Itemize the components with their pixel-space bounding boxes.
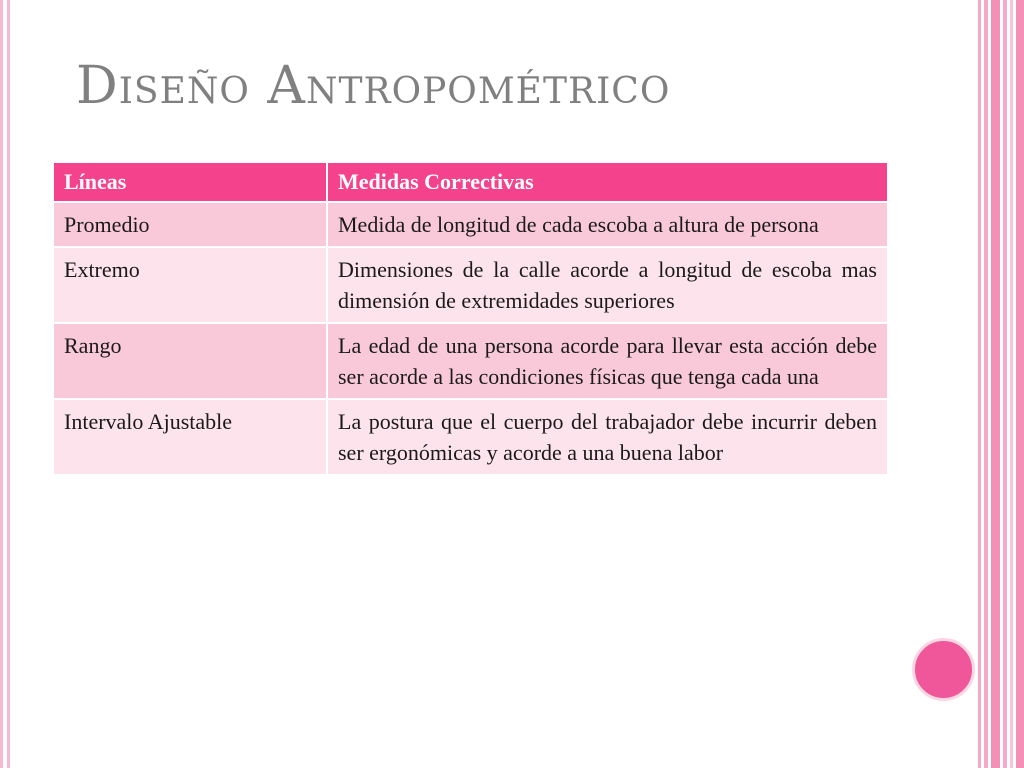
left-decorative-stripe [7,0,10,768]
decorative-circle [912,638,975,701]
row-label: Extremo [53,247,327,323]
right-stripe [991,0,1000,768]
row-description: La edad de una persona acorde para llevar esta acción debe ser acorde a las condiciones físicas que tenga cada una [327,323,888,399]
right-stripe [984,0,988,768]
slide-title: Diseño Antropométrico [76,56,671,116]
header-lineas: Líneas [53,162,327,202]
table-row [53,399,888,475]
left-decorative-stripe [0,0,3,768]
right-stripe [978,0,981,768]
row-description: Dimensiones de la calle acorde a longitud de escoba mas dimensión de extremidades superiores [327,247,888,323]
table-row [53,323,888,399]
table-row [53,247,888,323]
right-decorative-band [978,0,1024,768]
table-header-row [53,162,888,202]
row-label: Rango [53,323,327,399]
table-row [53,202,888,247]
right-stripe [1016,0,1024,768]
measures-table-container [52,161,887,476]
row-description: Medida de longitud de cada escoba a altura de persona [327,202,888,247]
row-label: Promedio [53,202,327,247]
right-stripe [1003,0,1007,768]
right-stripe [1010,0,1013,768]
row-label: Intervalo Ajustable [53,399,327,475]
row-description: La postura que el cuerpo del trabajador debe incurrir deben ser ergonómicas y acorde a una buena labor [327,399,888,475]
measures-table [52,161,889,476]
header-medidas-correctivas: Medidas Correctivas [327,162,888,202]
